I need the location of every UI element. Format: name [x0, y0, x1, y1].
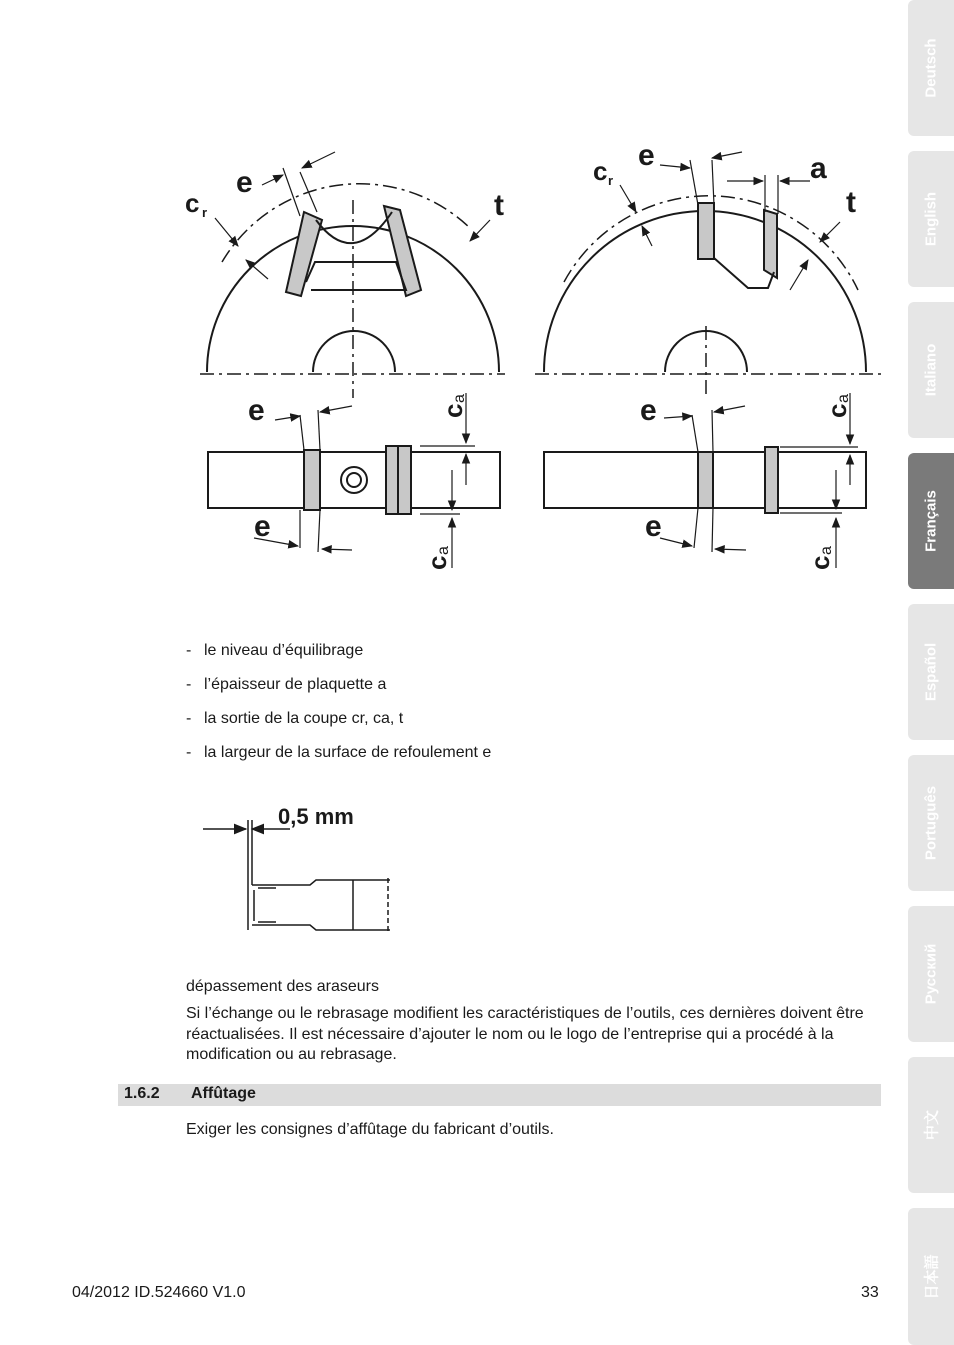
label-ca-sub: a — [835, 394, 852, 403]
tool-dimension-figure — [180, 140, 890, 580]
list-item: - le niveau d’équilibrage — [186, 642, 364, 659]
note-paragraph: Si l’échange ou le rebrasage modifient les caractéristiques de l’outils, ces dernières doivent être réactualisées. Il est nécessaire d’ajouter le nom ou le logo de l’entreprise qui a procédé à la modification ou au rebrasage. — [186, 1005, 864, 1063]
section-title: Affûtage — [191, 1085, 256, 1102]
label-ca-sub: a — [435, 546, 452, 555]
tab-deutsch[interactable] — [908, 0, 954, 136]
label-cr-sub: r — [202, 205, 208, 220]
tab-francais[interactable] — [908, 453, 954, 589]
tab-english[interactable] — [908, 151, 954, 287]
label-ca: c — [822, 403, 852, 418]
tab-label: Español — [922, 642, 940, 702]
tab-label: Русский — [922, 943, 940, 1005]
tab-portugues[interactable] — [908, 755, 954, 891]
label-e: e — [248, 394, 265, 427]
label-cr: c — [593, 156, 608, 186]
label-ca: c — [422, 555, 452, 570]
label-ca-sub: a — [818, 546, 835, 555]
tab-label: Português — [922, 785, 940, 861]
right-top-view — [535, 152, 882, 398]
right-side-view — [544, 393, 866, 568]
tab-chinese[interactable] — [908, 1057, 954, 1193]
page-number: 33 — [861, 1284, 879, 1301]
tab-italiano[interactable] — [908, 302, 954, 438]
label-t: t — [846, 186, 856, 219]
tab-label: English — [922, 191, 940, 247]
footer-doc-id: 04/2012 ID.524660 V1.0 — [72, 1284, 246, 1301]
label-e: e — [254, 510, 271, 543]
check-list — [186, 640, 491, 776]
language-tabs — [908, 0, 954, 1345]
tab-label: Français — [922, 490, 940, 552]
section-header — [118, 1084, 881, 1106]
section-number: 1.6.2 — [124, 1085, 160, 1102]
label-e: e — [236, 166, 253, 199]
label-cr-sub: r — [608, 173, 614, 188]
list-item: - l’épaisseur de plaquette a — [186, 676, 387, 693]
label-a: a — [810, 152, 827, 185]
label-e: e — [645, 510, 662, 543]
sharpening-paragraph: Exiger les consignes d’affûtage du fabricant d’outils. — [186, 1121, 554, 1138]
tab-label: Deutsch — [922, 38, 940, 98]
label-ca: c — [805, 555, 835, 570]
figure-caption: dépassement des araseurs — [186, 978, 379, 995]
label-0-5mm: 0,5 mm — [278, 804, 354, 829]
label-e: e — [638, 140, 655, 172]
tab-russian[interactable] — [908, 906, 954, 1042]
raker-overhang-figure — [195, 795, 395, 940]
label-cr: c — [185, 188, 200, 218]
tab-label: 中文 — [923, 1109, 941, 1141]
tab-espanol[interactable] — [908, 604, 954, 740]
list-item: - la sortie de la coupe cr, ca, t — [186, 710, 404, 727]
label-e: e — [640, 394, 657, 427]
label-ca: c — [438, 403, 468, 418]
list-item: - la largeur de la surface de refoulement e — [186, 744, 492, 761]
label-t: t — [494, 189, 504, 222]
tab-label: 日本語 — [923, 1253, 941, 1300]
tab-label: Italiano — [922, 343, 940, 397]
label-ca-sub: a — [451, 394, 468, 403]
tab-japanese[interactable] — [908, 1208, 954, 1345]
